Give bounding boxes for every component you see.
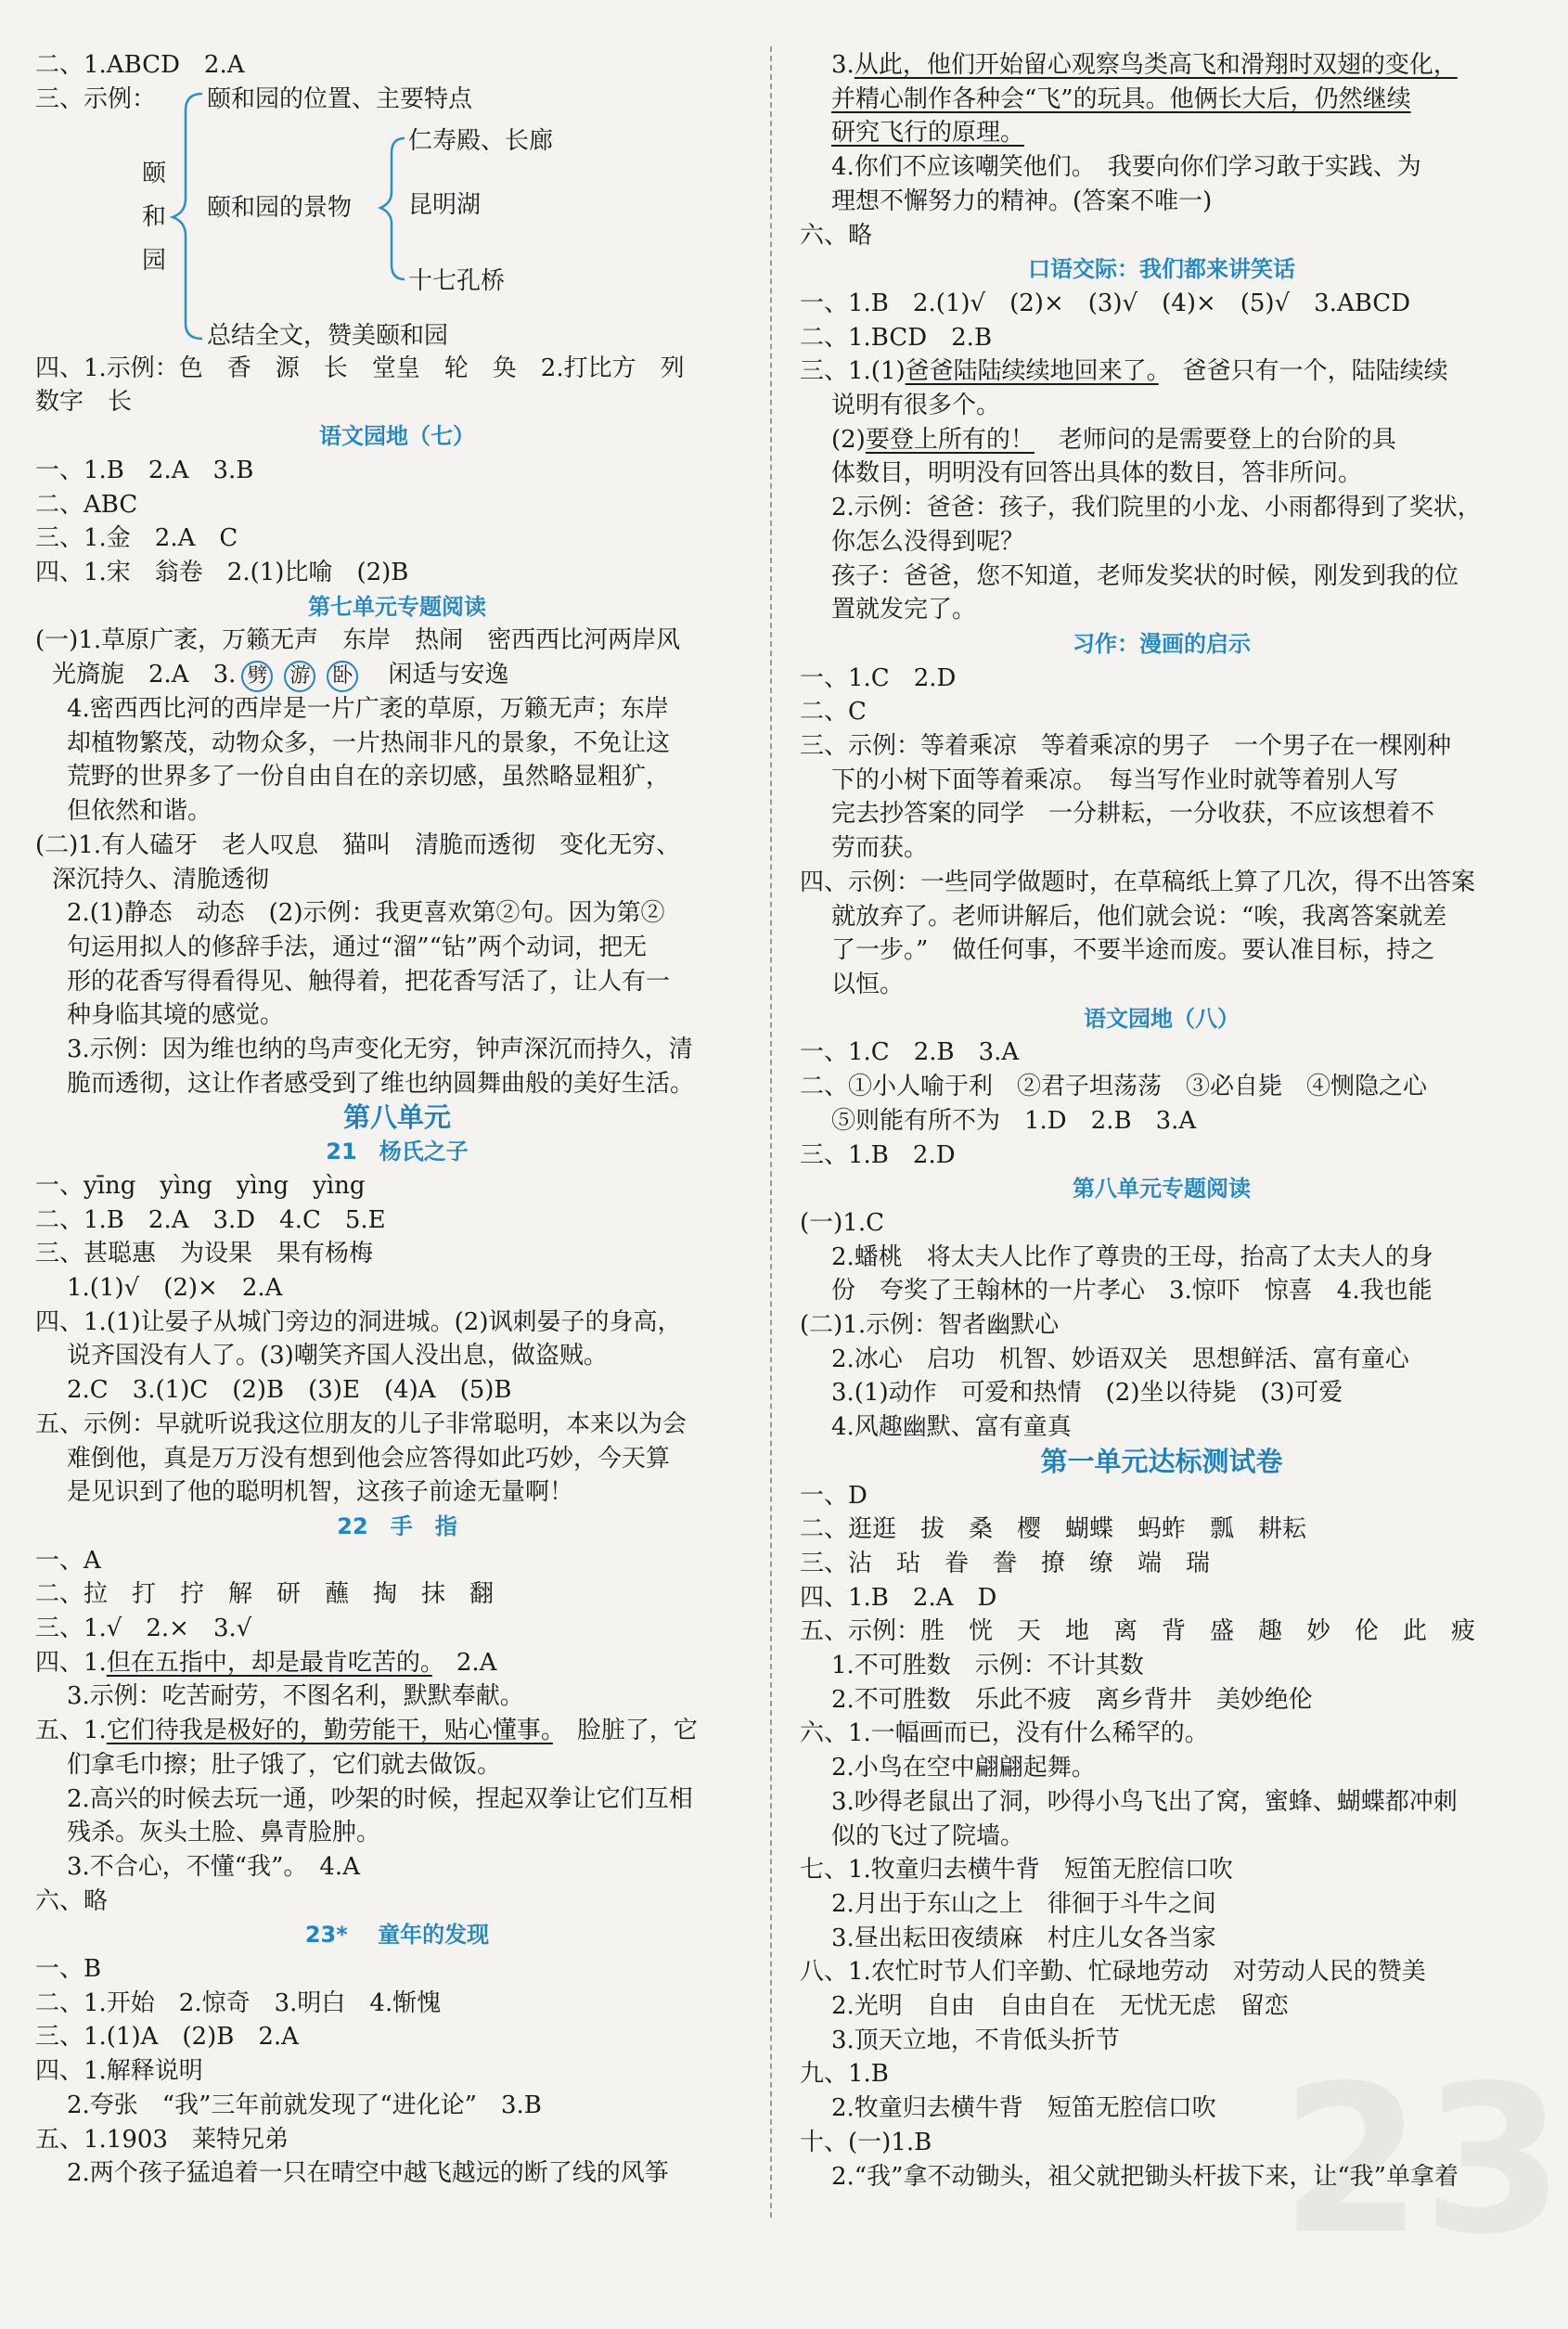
- answer-line: 2.不可胜数 乐此不疲 离乡背井 美妙绝伦: [831, 1685, 1313, 1714]
- underlined-answer: 它们待我是极好的，勤劳能干，贴心懂事。: [106, 1717, 553, 1745]
- answer-line: 八、1.农忙时节人们辛勤、忙碌地劳动 对劳动人民的赞美: [800, 1958, 1426, 1987]
- answer-line: 四、1.B 2.A D: [800, 1583, 997, 1612]
- answer-line: 2.“我”拿不动锄头，祖父就把锄头杆拔下来，让“我”单拿着: [831, 2162, 1459, 2191]
- answer-line: [800, 83, 1523, 117]
- answer-line: 三、示例：等着乘凉 等着乘凉的男子 一个男子在一棵刚种: [800, 732, 1452, 761]
- answer-line: 一、1.B 2.A 3.B: [35, 456, 254, 484]
- mindmap-root-char: 颐: [142, 159, 167, 187]
- answer-line: 三、沾 玷 眷 誊 撩 缭 端 瑞: [800, 1549, 1211, 1577]
- test-heading: 第一单元达标测试卷: [1040, 1445, 1283, 1477]
- mindmap-branch: 颐和园的位置、主要特点: [207, 84, 473, 113]
- answer-line: 四、1.(1)让晏子从城门旁边的洞进城。(2)讽刺晏子的身高，: [35, 1307, 682, 1336]
- mindmap-sub: 昆明湖: [408, 190, 482, 219]
- answer-line: 六、略: [35, 1886, 109, 1915]
- answer-line: 六、1.一幅画而已，没有什么稀罕的。: [800, 1719, 1209, 1748]
- right-column: [800, 48, 1523, 2194]
- answer-line: 2.高兴的时候去玩一通，吵架的时候，捏起双拳让它们互相: [67, 1784, 693, 1813]
- answer-line: 五、示例：胜 恍 天 地 离 背 盛 趣 妙 伦 此 疲: [800, 1617, 1476, 1646]
- answer-line: 二、1.BCD 2.B: [800, 323, 993, 352]
- answer-line: 一、1.C 2.D: [800, 663, 957, 692]
- answer-line: 2.冰心 启功 机智、妙语双关 思想鲜活、富有童心: [831, 1345, 1409, 1373]
- answer-text: 2.A: [431, 1648, 497, 1677]
- lesson-heading: 23* 童年的发现: [304, 1922, 490, 1949]
- answer-line: 六、略: [800, 221, 873, 250]
- answer-line: 2.小鸟在空中翩翩起舞。: [831, 1754, 1096, 1782]
- answer-line: 4.密西西比河的西岸是一片广袤的草原，万籁无声；东岸: [67, 695, 669, 724]
- answer-line: 句运用拟人的修辞手法，通过“溜”“钻”两个动词，把无: [67, 933, 648, 961]
- answer-line: (二)1.有人磕牙 老人叹息 猫叫 清脆而透彻 变化无穷、: [35, 830, 681, 859]
- answer-line: 三、甚聪惠 为设果 果有杨梅: [35, 1240, 374, 1268]
- answer-line: (二)1.示例：智者幽默心: [800, 1311, 1060, 1340]
- answer-line: 是见识到了他的聪明机智，这孩子前途无量啊！: [67, 1478, 574, 1507]
- answer-line: 说齐国没有人了。(3)嘲笑齐国人没出息，做盗贼。: [67, 1342, 608, 1370]
- answer-text: 老师问的是需要登上的台阶的具: [1034, 425, 1396, 454]
- underlined-answer: 要登上所有的！: [865, 425, 1035, 454]
- answer-line: 深沉持久、清脆透彻: [52, 865, 270, 894]
- answer-line: (一)1.C: [800, 1208, 884, 1237]
- answer-line: 2.示例：爸爸：孩子，我们院里的小龙、小雨都得到了奖状，: [831, 494, 1482, 522]
- answer-line: 四、1.示例：色 香 源 长 堂皇 轮 奂 2.打比方 列: [35, 354, 685, 382]
- answer-text: 三、1.(1): [800, 357, 906, 386]
- answer-line: 你怎么没得到呢？: [831, 527, 1025, 556]
- answer-line: 二、1.ABCD 2.A: [35, 51, 245, 79]
- answer-line: 三、1.B 2.D: [800, 1140, 956, 1169]
- answer-line: [35, 1714, 759, 1748]
- mindmap-branch: 颐和园的景物: [207, 193, 353, 222]
- mindmap-prefix: 三、示例：: [35, 84, 157, 113]
- answer-line: 九、1.B: [800, 2060, 889, 2089]
- answer-line: 一、B: [35, 1955, 102, 1984]
- answer-line: 五、示例：早就听说我这位朋友的儿子非常聪明，本来以为会: [35, 1409, 688, 1438]
- answer-line: 3.不合心，不懂“我”。 4.A: [67, 1852, 360, 1881]
- answer-text: 爸爸只有一个，陆陆续续: [1158, 357, 1448, 386]
- answer-text: 闲适与安逸: [364, 661, 509, 689]
- answer-line: 种身临其境的感觉。: [67, 1001, 285, 1030]
- answer-line: 理想不懈努力的精神。(答案不唯一): [831, 187, 1213, 215]
- answer-line: 二、1.B 2.A 3.D 4.C 5.E: [35, 1205, 386, 1234]
- section-heading: 第七单元专题阅读: [308, 593, 486, 620]
- underlined-answer: 但在五指中，却是最肯吃苦的。: [106, 1648, 432, 1677]
- answer-line: 三、1.金 2.A C: [35, 524, 238, 553]
- answer-line: 4.你们不应该嘲笑他们。 我要向你们学习敢于实践、为: [831, 153, 1421, 182]
- circled-char: 游: [284, 661, 315, 692]
- answer-line: 1.(1)√ (2)× 2.A: [67, 1273, 283, 1302]
- answer-line: 2.(1)静态 动态 (2)示例：我更喜欢第②句。因为第②: [67, 899, 665, 928]
- answer-line: 说明有很多个。: [831, 392, 1001, 420]
- answer-text: 四、1.: [35, 1648, 107, 1677]
- answer-line: 们拿毛巾擦；肚子饿了，它们就去做饭。: [67, 1750, 502, 1779]
- answer-line: 二、拉 打 拧 解 研 蘸 掏 抹 翻: [35, 1580, 495, 1609]
- answer-line: 4.风趣幽默、富有童真: [831, 1413, 1072, 1442]
- answer-line: 3.昼出耘田夜绩麻 村庄儿女各当家: [831, 1924, 1216, 1952]
- left-column: [35, 48, 759, 2191]
- answer-line: 二、ABC: [35, 490, 138, 519]
- answer-line: 以恒。: [831, 970, 905, 998]
- answer-line: 2.蟠桃 将太夫人比作了尊贵的王母，抬高了太夫人的身: [831, 1242, 1433, 1271]
- lesson-heading: 21 杨氏之子: [326, 1139, 469, 1165]
- answer-line: 一、1.B 2.(1)√ (2)× (3)√ (4)× (5)√ 3.ABCD: [800, 289, 1411, 317]
- answer-line: 就放弃了。老师讲解后，他们就会说：“唉，我离答案就差: [831, 902, 1447, 931]
- answer-line: 体数目，明明没有回答出具体的数目，答非所问。: [831, 459, 1363, 488]
- section-heading: 第八单元专题阅读: [1073, 1176, 1251, 1203]
- section-heading: 语文园地（七）: [319, 423, 475, 450]
- underlined-answer: 从此，他们开始留心观察鸟类高飞和滑翔时双翅的变化，: [854, 51, 1458, 79]
- answer-line: [800, 116, 1523, 150]
- underlined-answer: 并精心制作各种会“飞”的玩具。他俩长大后，仍然继续: [831, 84, 1411, 113]
- answer-line: [800, 354, 1523, 389]
- answer-line: 一、1.C 2.B 3.A: [800, 1038, 1020, 1067]
- mindmap: [35, 83, 759, 352]
- answer-line: ⑤则能有所不为 1.D 2.B 3.A: [831, 1106, 1197, 1135]
- answer-line: 2.C 3.(1)C (2)B (3)E (4)A (5)B: [67, 1376, 512, 1405]
- section-heading: 习作：漫画的启示: [1073, 630, 1251, 657]
- answer-line: [800, 48, 1523, 83]
- answer-line: 3.顶天立地，不肯低头折节: [831, 2026, 1120, 2054]
- answer-line: 二、逛逛 拔 桑 樱 蝴蝶 蚂蚱 瓢 耕耘: [800, 1515, 1307, 1544]
- answer-line: 十、(一)1.B: [800, 2128, 932, 2156]
- answer-line: 完去抄答案的同学 一分耕耘，一分收获，不应该想着不: [831, 800, 1435, 829]
- section-heading: 口语交际：我们都来讲笑话: [1028, 256, 1295, 283]
- answer-line: 2.夸张 “我”三年前就发现了“进化论” 3.B: [67, 2091, 542, 2119]
- answer-line: 3.示例：因为维也纳的鸟声变化无穷，钟声深沉而持久，清: [67, 1036, 693, 1064]
- answer-text: 脸脏了，它: [552, 1717, 698, 1745]
- answer-text: 3.: [831, 51, 855, 79]
- answer-line: 二、1.开始 2.惊奇 3.明白 4.惭愧: [35, 1988, 442, 2017]
- answer-line: 但依然和谐。: [67, 797, 212, 826]
- mindmap-root-char: 园: [142, 246, 167, 275]
- circled-char: 卧: [327, 661, 358, 692]
- answer-line: (一)1.草原广袤，万籁无声 东岸 热闹 密西西比河两岸风: [35, 626, 681, 655]
- answer-line: 却植物繁茂，动物众多，一片热闹非凡的景象，不免让这: [67, 728, 671, 757]
- answer-line: 残杀。灰头土脸、鼻青脸肿。: [67, 1819, 381, 1847]
- unit-heading: 第八单元: [342, 1101, 451, 1134]
- answer-line: 数字 长: [35, 388, 133, 417]
- mindmap-branch: 总结全文，赞美颐和园: [207, 321, 449, 350]
- answer-line: [800, 423, 1523, 457]
- answer-line: 三、1.√ 2.× 3.√: [35, 1615, 252, 1643]
- answer-line: 2.光明 自由 自由自在 无忧无虑 留恋: [831, 1992, 1289, 2021]
- answer-line: 2.月出于东山之上 徘徊于斗牛之间: [831, 1889, 1216, 1918]
- answer-line: 1.不可胜数 示例：不计其数: [831, 1652, 1144, 1680]
- underlined-answer: 爸爸陆陆续续地回来了。: [905, 357, 1159, 386]
- answer-line: 三、1.(1)A (2)B 2.A: [35, 2023, 299, 2052]
- mindmap-root-char: 和: [142, 202, 167, 231]
- answer-text: (2): [831, 425, 866, 454]
- lesson-heading: 22 手 指: [337, 1512, 457, 1539]
- answer-line: 3.吵得老鼠出了洞，吵得小鸟飞出了窝，蜜蜂、蝴蝶都冲刺: [831, 1787, 1458, 1816]
- answer-line: [35, 658, 759, 692]
- mindmap-sub: 十七孔桥: [408, 266, 506, 295]
- answer-line: 份 夸奖了王翰林的一片孝心 3.惊吓 惊喜 4.我也能: [831, 1277, 1433, 1306]
- answer-line: 2.两个孩子猛追着一只在晴空中越飞越远的断了线的风筝: [67, 2159, 669, 2188]
- answer-line: 四、示例：一些同学做题时，在草稿纸上算了几次，得不出答案: [800, 868, 1476, 896]
- section-heading: 语文园地（八）: [1084, 1005, 1240, 1032]
- answer-line: 3.示例：吃苦耐劳，不图名利，默默奉献。: [67, 1682, 524, 1711]
- answer-line: 一、D: [800, 1481, 868, 1510]
- answer-line: 了一步。” 做任何事，不要半途而废。要认准目标，持之: [831, 936, 1435, 965]
- mindmap-sub: 仁寿殿、长廊: [408, 126, 554, 155]
- answer-line: 孩子：爸爸，您不知道，老师发奖状的时候，刚发到我的位: [831, 561, 1459, 590]
- answer-line: 脆而透彻，这让作者感受到了维也纳圆舞曲般的美好生活。: [67, 1069, 695, 1098]
- answer-line: 四、1.宋 翁卷 2.(1)比喻 (2)B: [35, 558, 409, 586]
- column-divider: [770, 46, 772, 2218]
- answer-line: 荒野的世界多了一份自由自在的亲切感，虽然略显粗犷，: [67, 763, 671, 791]
- answer-line: 下的小树下面等着乘凉。 每当写作业时就等着别人写: [831, 766, 1399, 794]
- answer-text: 光旖旎 2.A 3.: [52, 661, 237, 689]
- answer-line: 二、①小人喻于利 ②君子坦荡荡 ③必自毙 ④恻隐之心: [800, 1073, 1428, 1101]
- answer-line: 四、1.解释说明: [35, 2057, 203, 2086]
- answer-line: 3.(1)动作 可爱和热情 (2)坐以待毙 (3)可爱: [831, 1379, 1343, 1408]
- answer-line: 一、yīng yìng yìng yìng: [35, 1171, 366, 1200]
- answer-line: 五、1.1903 莱特兄弟: [35, 2125, 289, 2154]
- circled-char: 劈: [241, 661, 273, 692]
- underlined-answer: 研究飞行的原理。: [831, 119, 1025, 148]
- answer-line: 置就发完了。: [831, 596, 977, 624]
- answer-line: 似的飞过了院墙。: [831, 1821, 1025, 1850]
- answer-line: 难倒他，真是万万没有想到他会应答得如此巧妙，今天算: [67, 1444, 671, 1473]
- answer-line: 二、C: [800, 698, 867, 727]
- answer-text: 五、1.: [35, 1717, 107, 1745]
- answer-line: 一、A: [35, 1546, 101, 1575]
- answer-line: 劳而获。: [831, 834, 929, 863]
- page-number-watermark: 23: [1280, 2041, 1565, 2279]
- answer-line: 七、1.牧童归去横牛背 短笛无腔信口吹: [800, 1856, 1233, 1885]
- answer-line: 2.牧童归去横牛背 短笛无腔信口吹: [831, 2094, 1216, 2123]
- answer-line: [35, 1646, 759, 1680]
- answer-line: 形的花香写得看得见、触得着，把花香写活了，让人有一: [67, 967, 671, 996]
